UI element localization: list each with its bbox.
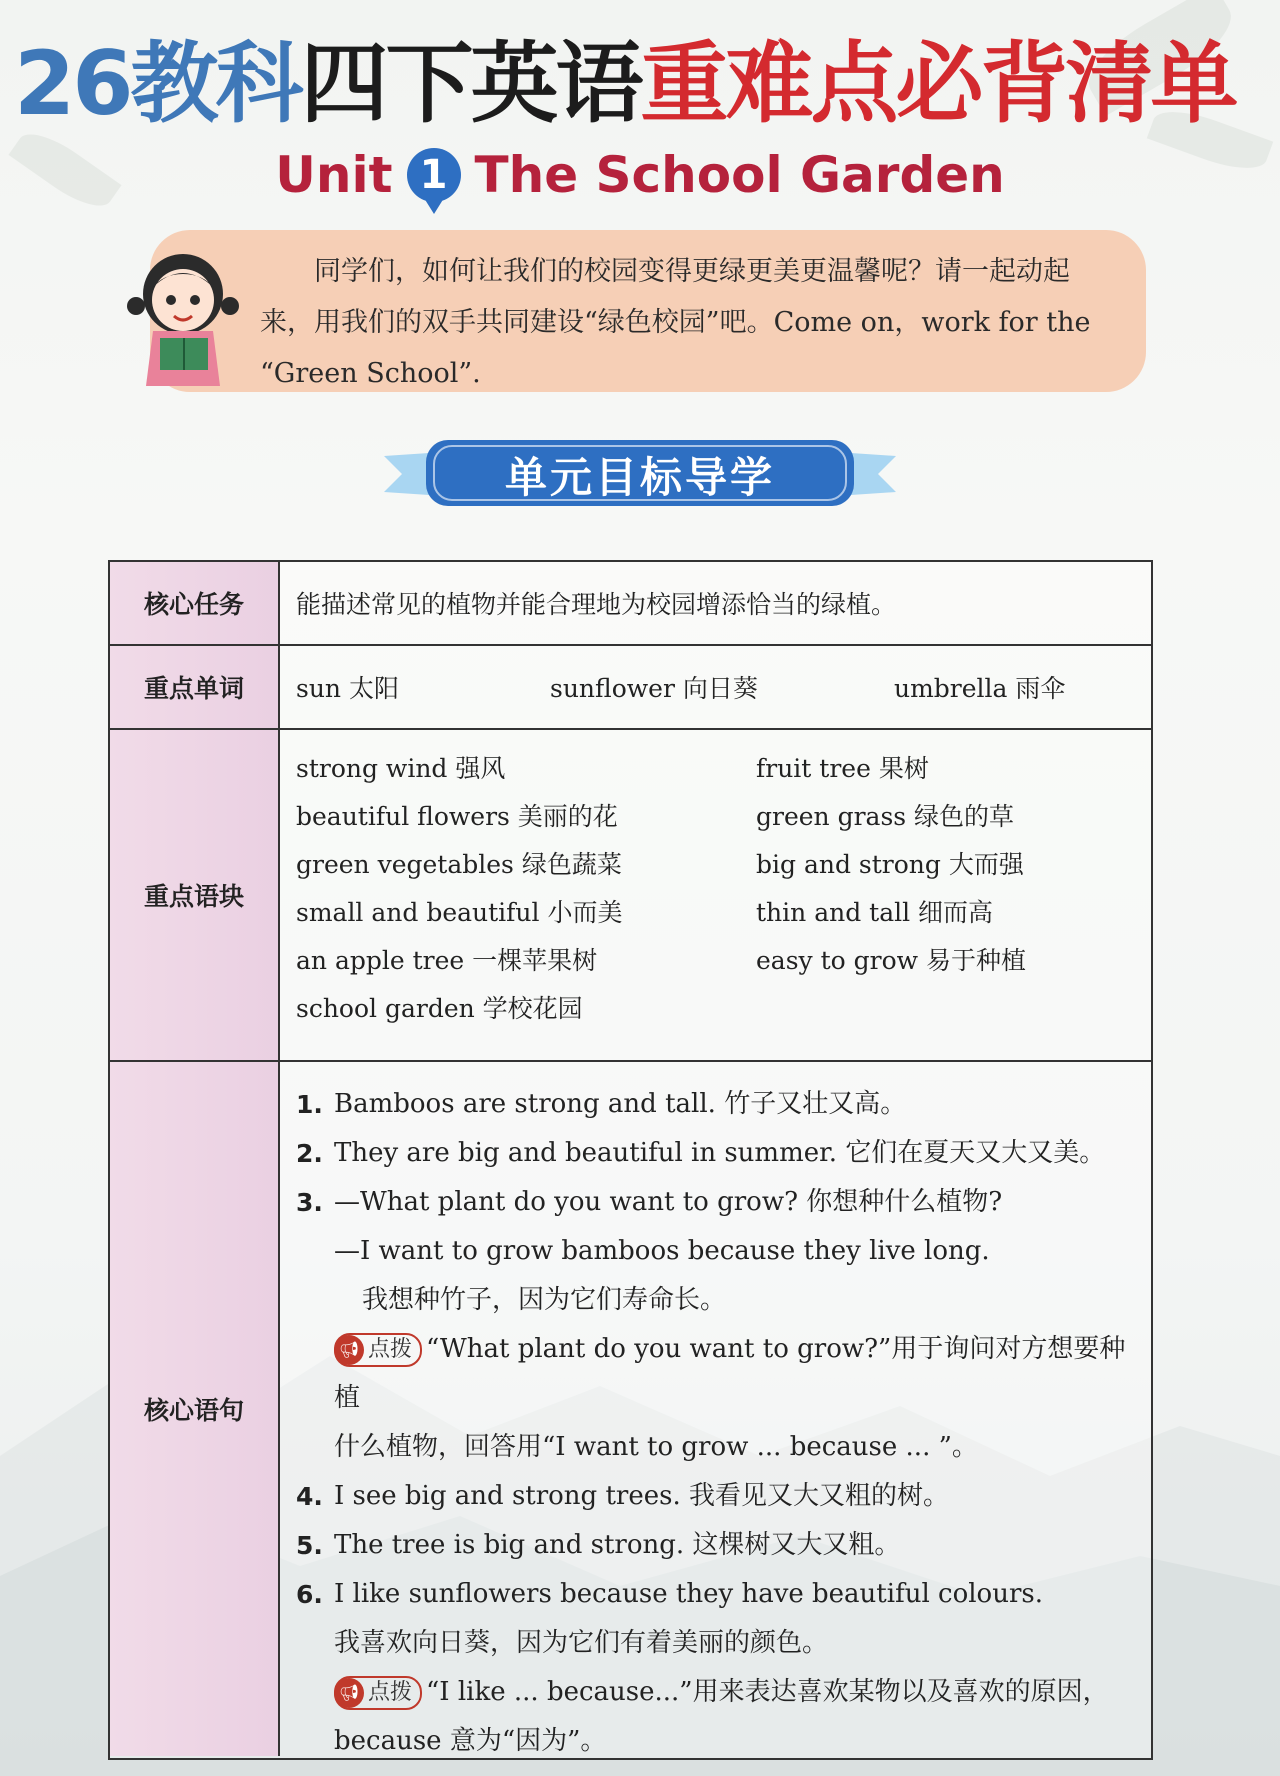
sentence-text: They are big and beautiful in summer. 它们在夏天又大又美。 — [334, 1138, 1106, 1168]
key-chunk: easy to grow 易于种植 — [756, 946, 1026, 975]
sentence-number: 6. — [296, 1580, 323, 1609]
intro-text: 同学们，如何让我们的校园变得更绿更美更温馨呢？请一起动起来，用我们的双手共同建设“绿色校园”吧。Come on，work for the “Green School”. — [260, 256, 1091, 389]
title-part-subject: 四下英语 — [300, 32, 641, 135]
table-row-key-words — [110, 646, 1151, 730]
sentence-text: The tree is big and strong. 这棵树又大又粗。 — [334, 1530, 901, 1560]
sentence-item — [296, 1521, 1135, 1570]
key-word: umbrella 雨伞 — [894, 674, 1066, 703]
sentence-text: I like sunflowers because they have beautiful colours. — [334, 1579, 1043, 1609]
tip-label: 点拨 — [368, 1680, 413, 1705]
key-chunk: small and beautiful 小而美 — [296, 898, 623, 927]
row-header-key-words: 重点单词 — [110, 646, 280, 728]
key-chunk: beautiful flowers 美丽的花 — [296, 802, 618, 831]
sentence-text: Bamboos are strong and tall. 竹子又壮又高。 — [334, 1089, 907, 1119]
sentence-translation: 我喜欢向日葵，因为它们有着美丽的颜色。 — [334, 1628, 829, 1658]
sentence-item — [296, 1129, 1135, 1178]
megaphone-icon: 📢︎ — [334, 1678, 364, 1708]
key-chunk: green grass 绿色的草 — [756, 802, 1015, 831]
table-row-key-sentences — [110, 1062, 1151, 1756]
key-chunks-grid — [296, 743, 1135, 1031]
core-task-text: 能描述常见的植物并能合理地为校园增添恰当的绿植。 — [296, 590, 897, 619]
title-part-grade: 26教科 — [14, 32, 301, 135]
reading-girl-icon — [108, 236, 258, 386]
unit-heading — [0, 140, 1280, 210]
tip-note — [296, 1325, 1135, 1423]
megaphone-icon: 📢︎ — [334, 1335, 364, 1365]
sentence-item — [296, 1570, 1135, 1619]
sentence-number: 4. — [296, 1482, 323, 1511]
row-header-key-chunks: 重点语块 — [110, 730, 280, 1060]
key-chunk: green vegetables 绿色蔬菜 — [296, 850, 622, 879]
tip-text: “I like ... because...”用来表达喜欢某物以及喜欢的原因， — [426, 1677, 1109, 1707]
unit-number-pin-icon — [407, 148, 461, 202]
key-chunk: big and strong 大而强 — [756, 850, 1024, 879]
unit-number: 1 — [419, 152, 448, 198]
tip-badge — [334, 1333, 422, 1367]
tip-text: “What plant do you want to grow?”用于询问对方想要种植 — [334, 1334, 1126, 1413]
tip-badge — [334, 1676, 422, 1710]
title-part-topic: 重难点必背清单 — [640, 32, 1236, 135]
key-word: sunflower 向日葵 — [550, 674, 758, 703]
row-header-core-task: 核心任务 — [110, 562, 280, 644]
table-row-key-chunks — [110, 730, 1151, 1062]
sentence-item — [296, 1472, 1135, 1521]
row-header-key-sentences: 核心语句 — [110, 1062, 280, 1756]
key-chunk: an apple tree 一棵苹果树 — [296, 946, 598, 975]
tip-note — [296, 1668, 1135, 1717]
sentence-number: 5. — [296, 1531, 323, 1560]
sentence-number: 3. — [296, 1188, 323, 1217]
tip-text-continued: 什么植物，回答用“I want to grow ... because ... ”。 — [334, 1432, 978, 1462]
sentence-number: 2. — [296, 1139, 323, 1168]
unit-word: Unit — [275, 146, 393, 204]
sentence-answer-translation: 我想种竹子，因为它们寿命长。 — [362, 1285, 727, 1315]
section-banner-label: 单元目标导学 — [504, 453, 775, 502]
unit-goals-table — [108, 560, 1153, 1760]
tip-label: 点拨 — [368, 1337, 413, 1362]
page-title — [14, 22, 1274, 135]
tip-text-continued: because 意为“因为”。 — [334, 1726, 607, 1756]
intro-speech-box — [150, 230, 1146, 392]
sentence-answer: —I want to grow bamboos because they live long. — [334, 1236, 990, 1266]
key-word: sun 太阳 — [296, 674, 399, 703]
key-chunk: thin and tall 细而高 — [756, 898, 994, 927]
key-chunk: school garden 学校花园 — [296, 994, 583, 1023]
sentence-item — [296, 1080, 1135, 1129]
key-chunk: strong wind 强风 — [296, 754, 506, 783]
sentence-item — [296, 1178, 1135, 1227]
key-chunk — [756, 983, 1135, 1031]
sentence-number: 1. — [296, 1090, 323, 1119]
sentence-text: I see big and strong trees. 我看见又大又粗的树。 — [334, 1481, 949, 1511]
table-row-core-task — [110, 562, 1151, 646]
sentence-text: —What plant do you want to grow? 你想种什么植物? — [334, 1187, 1003, 1217]
key-chunk: fruit tree 果树 — [756, 754, 929, 783]
unit-title: The School Garden — [474, 146, 1005, 204]
